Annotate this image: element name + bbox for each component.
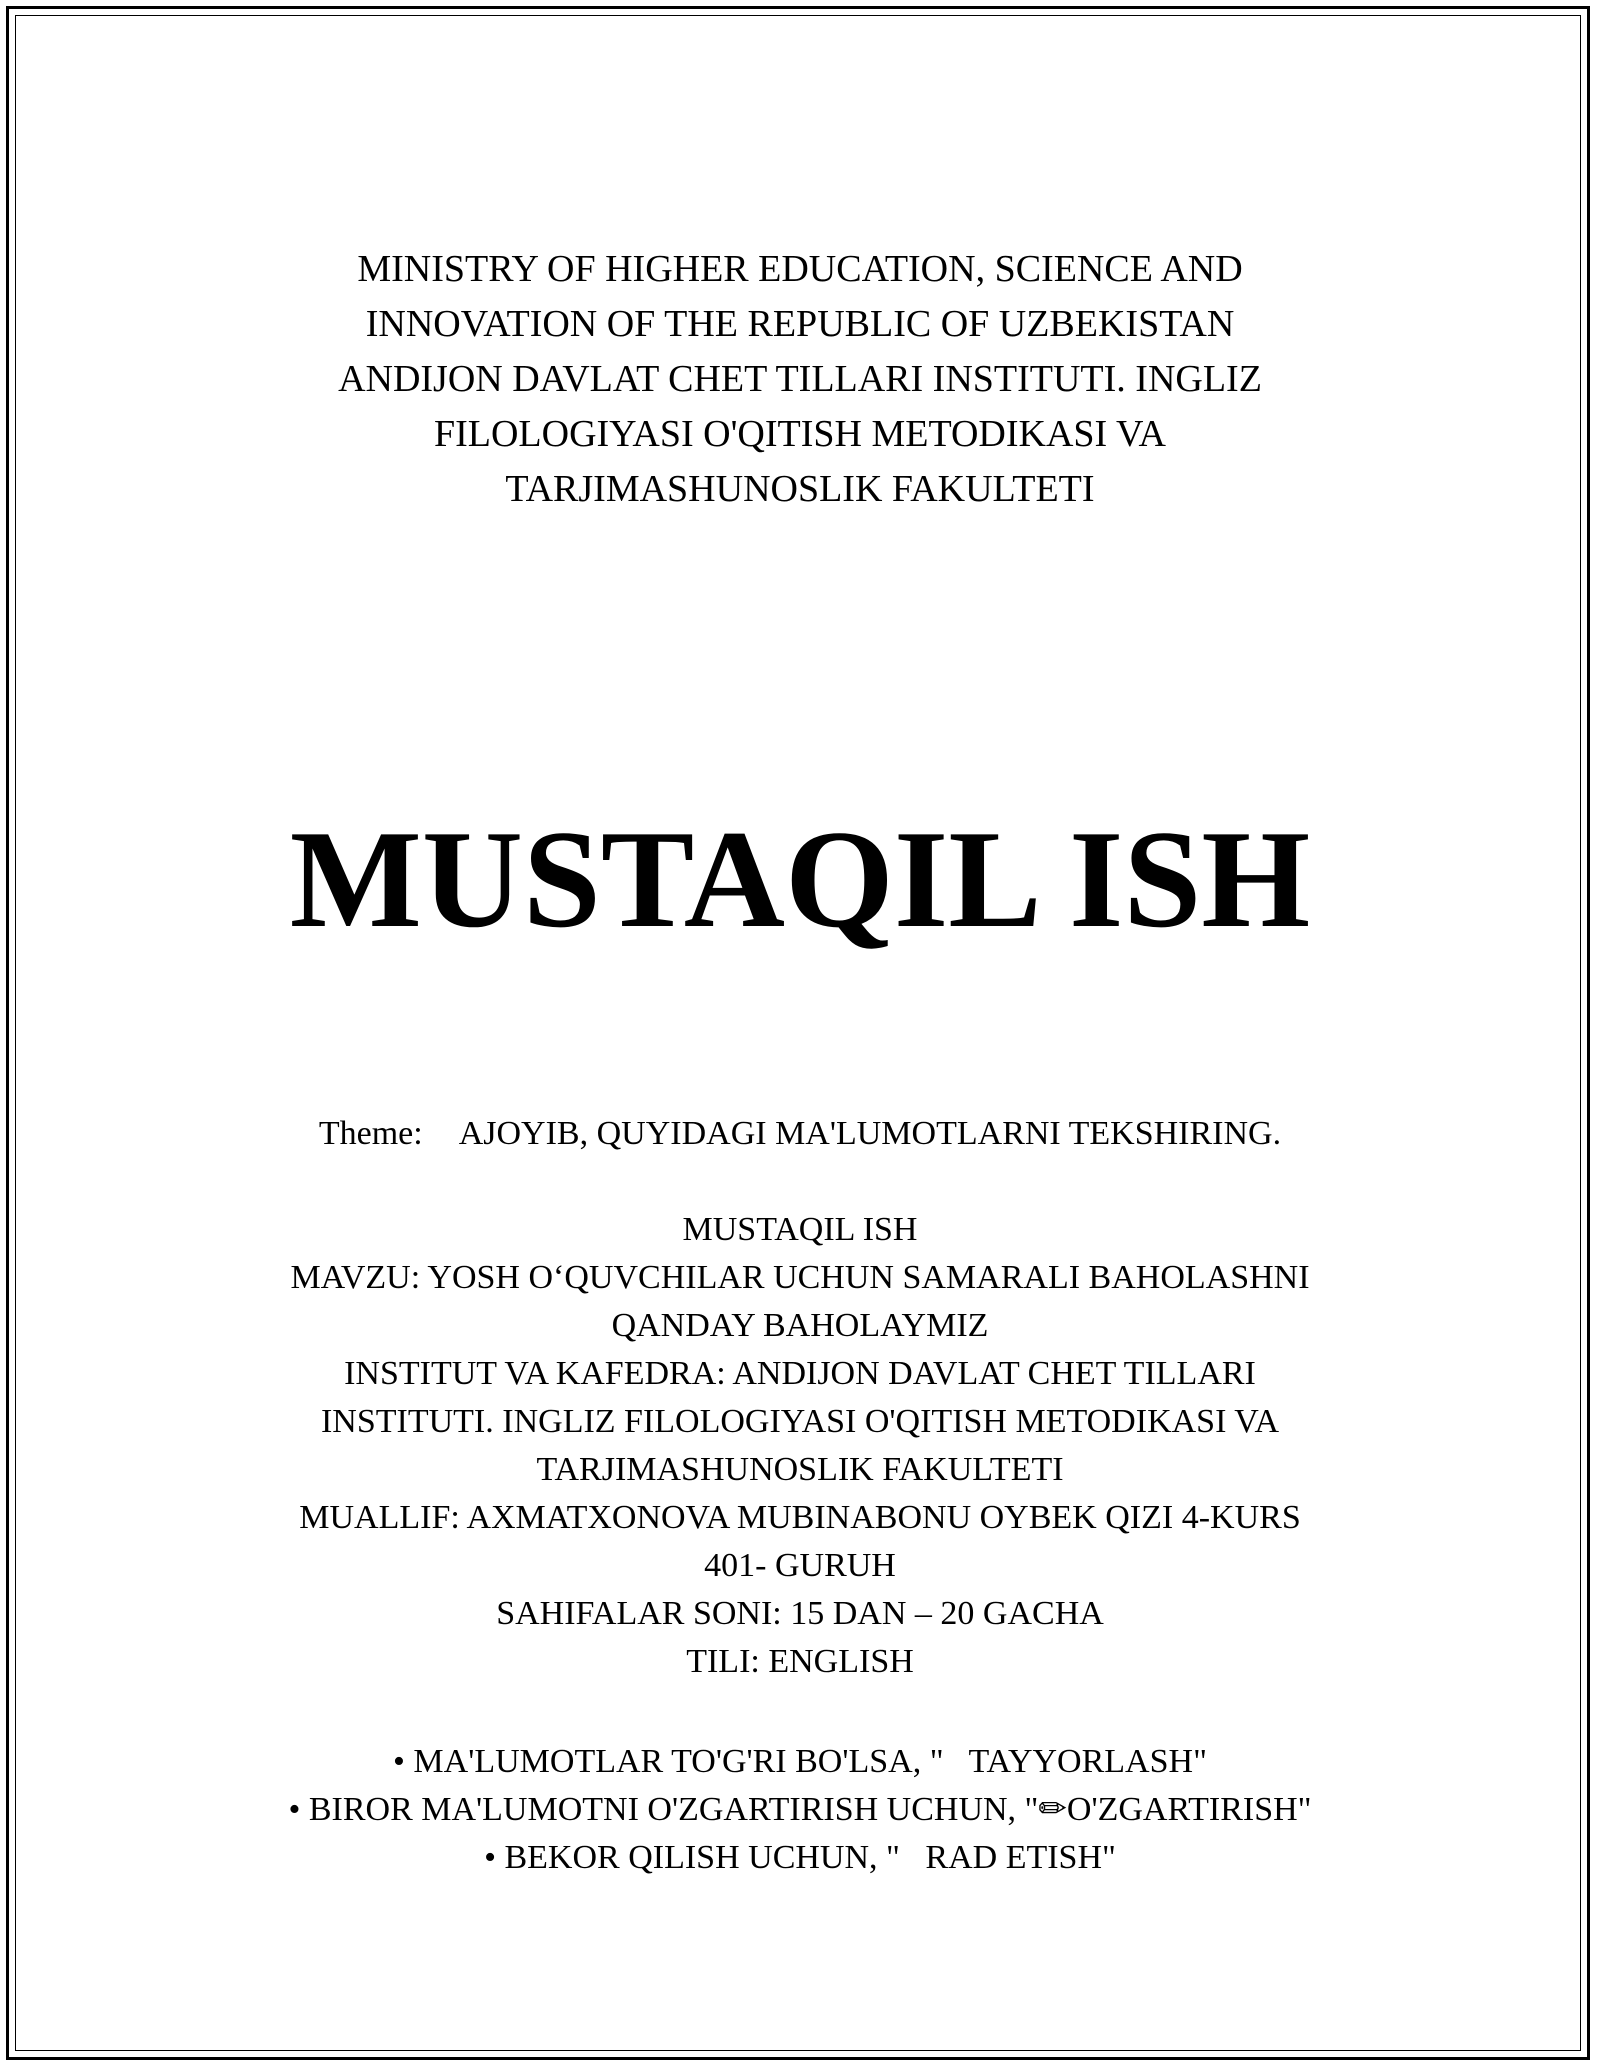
theme-line [100,1112,1500,1156]
theme-label: Theme: [318,1115,423,1152]
document-details [150,1206,1450,1686]
ministry-header [200,242,1400,517]
details-line: SAHIFALAR SONI: 15 DAN – 20 GACHA [496,1595,1104,1632]
header-line: ANDIJON DAVLAT CHET TILLARI INSTITUTI. INGLIZ [338,358,1262,400]
header-line: FILOLOGIYASI O'QITISH METODIKASI VA [433,413,1167,455]
option-item: • MA'LUMOTLAR TO'G'RI BO'LSA, " TAYYORLASH" [393,1743,1207,1780]
details-line: TARJIMASHUNOSLIK FAKULTETI [536,1451,1064,1488]
details-line: MUSTAQIL ISH [682,1211,918,1248]
details-line: MUALLIF: AXMATXONOVA MUBINABONU OYBEK QIZI 4-KURS [299,1499,1301,1536]
details-line: 401- GURUH [704,1547,896,1584]
details-line: INSTITUTI. INGLIZ FILOLOGIYASI O'QITISH METODIKASI VA [320,1403,1280,1440]
details-line: MAVZU: YOSH O‘QUVCHILAR UCHUN SAMARALI BAHOLASHNI [290,1259,1310,1296]
details-line: TILI: ENGLISH [686,1643,914,1680]
header-line: MINISTRY OF HIGHER EDUCATION, SCIENCE AND [357,248,1243,290]
theme-value: AJOYIB, QUYIDAGI MA'LUMOTLARNI TEKSHIRING. [458,1115,1282,1152]
document-title: MUSTAQIL ISH [289,802,1311,957]
details-line: INSTITUT VA KAFEDRA: ANDIJON DAVLAT CHET TILLARI [344,1355,1256,1392]
header-line: TARJIMASHUNOSLIK FAKULTETI [505,468,1095,510]
header-line: INNOVATION OF THE REPUBLIC OF UZBEKISTAN [365,303,1235,345]
option-item: • BEKOR QILISH UCHUN, " RAD ETISH" [484,1839,1116,1876]
options-list [150,1738,1450,1882]
option-item: • BIROR MA'LUMOTNI O'ZGARTIRISH UCHUN, "✏O'ZGARTIRISH" [288,1791,1312,1828]
details-line: QANDAY BAHOLAYMIZ [611,1307,989,1344]
